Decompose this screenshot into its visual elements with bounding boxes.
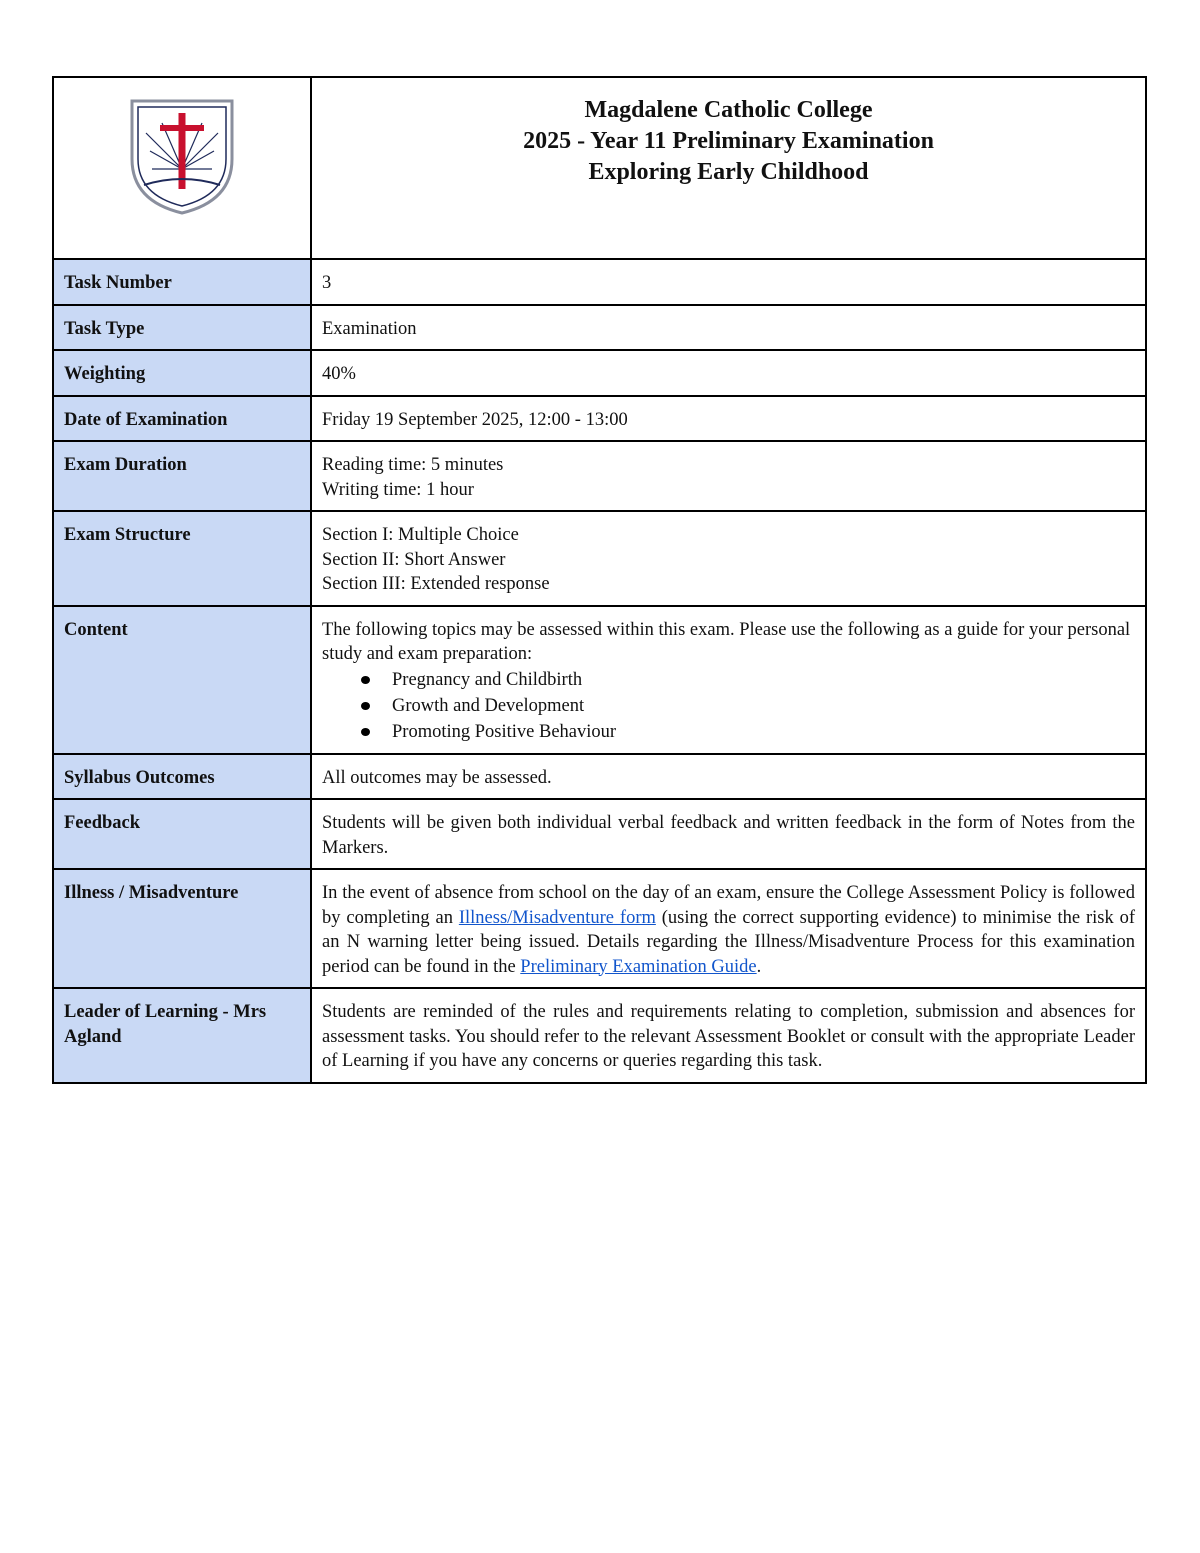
writing-time: Writing time: 1 hour xyxy=(322,479,474,500)
exam-title: 2025 - Year 11 Preliminary Examination xyxy=(523,128,934,154)
weighting-row xyxy=(53,350,1146,396)
illness-value xyxy=(311,869,1146,988)
leader-label: Leader of Learning - Mrs Agland xyxy=(53,988,311,1083)
date-value: Friday 19 September 2025, 12:00 - 13:00 xyxy=(311,396,1146,442)
title-cell xyxy=(311,77,1146,259)
header-row xyxy=(53,77,1146,259)
task-number-label: Task Number xyxy=(53,259,311,305)
college-name: Magdalene Catholic College xyxy=(584,97,873,123)
illness-text-3: . xyxy=(756,956,762,977)
task-type-label: Task Type xyxy=(53,305,311,351)
feedback-value: Students will be given both individual verbal feedback and written feedback in the form of Notes from the Markers. xyxy=(311,799,1146,869)
content-intro: The following topics may be assessed within this exam. Please use the following as a guide for your personal study and exam preparation: xyxy=(322,619,1131,664)
logo-cell xyxy=(53,77,311,259)
assessment-task-table xyxy=(52,76,1147,1084)
task-number-row xyxy=(53,259,1146,305)
date-row xyxy=(53,396,1146,442)
topic-list xyxy=(322,667,1135,745)
illness-text-2: (using the correct supporting evidence) to minimise the risk of an N warning letter being issued. Details regarding the Illness/Misadventure Process for this examination period can be found in the xyxy=(322,907,1135,977)
illness-row xyxy=(53,869,1146,988)
date-label: Date of Examination xyxy=(53,396,311,442)
crest-icon xyxy=(122,89,242,217)
content-value xyxy=(311,606,1146,754)
weighting-label: Weighting xyxy=(53,350,311,396)
task-number-value: 3 xyxy=(311,259,1146,305)
outcomes-label: Syllabus Outcomes xyxy=(53,754,311,800)
structure-value xyxy=(311,511,1146,606)
section-1: Section I: Multiple Choice xyxy=(322,525,519,545)
topic-item: Growth and Development xyxy=(392,693,1135,719)
weighting-value: 40% xyxy=(311,350,1146,396)
reading-time: Reading time: 5 minutes xyxy=(322,455,504,475)
section-3: Section III: Extended response xyxy=(322,574,550,594)
leader-value: Students are reminded of the rules and requirements relating to completion, submission and absences for assessment tasks. You should refer to the relevant Assessment Booklet or consult with the appropriate Leader of Learning if you have any concerns or queries regarding this task. xyxy=(311,988,1146,1083)
duration-row xyxy=(53,441,1146,511)
section-2: Section II: Short Answer xyxy=(322,549,506,570)
duration-value xyxy=(311,441,1146,511)
topic-item: Pregnancy and Childbirth xyxy=(392,667,1135,693)
illness-label: Illness / Misadventure xyxy=(53,869,311,988)
feedback-row xyxy=(53,799,1146,869)
outcomes-row xyxy=(53,754,1146,800)
outcomes-value: All outcomes may be assessed. xyxy=(311,754,1146,800)
feedback-label: Feedback xyxy=(53,799,311,869)
task-type-value: Examination xyxy=(311,305,1146,351)
preliminary-examination-guide-link[interactable]: Preliminary Examination Guide xyxy=(520,956,757,977)
duration-label: Exam Duration xyxy=(53,441,311,511)
structure-row xyxy=(53,511,1146,606)
illness-text-1: In the event of absence from school on the day of an exam, ensure the College Assessment Policy is followed by completing an xyxy=(322,883,1135,928)
leader-row xyxy=(53,988,1146,1083)
course-title: Exploring Early Childhood xyxy=(588,159,869,185)
college-crest-logo xyxy=(64,89,300,217)
illness-misadventure-form-link[interactable]: Illness/Misadventure form xyxy=(458,907,656,928)
content-row xyxy=(53,606,1146,754)
content-label: Content xyxy=(53,606,311,754)
task-type-row xyxy=(53,305,1146,351)
structure-label: Exam Structure xyxy=(53,511,311,606)
topic-item: Promoting Positive Behaviour xyxy=(392,719,1135,745)
